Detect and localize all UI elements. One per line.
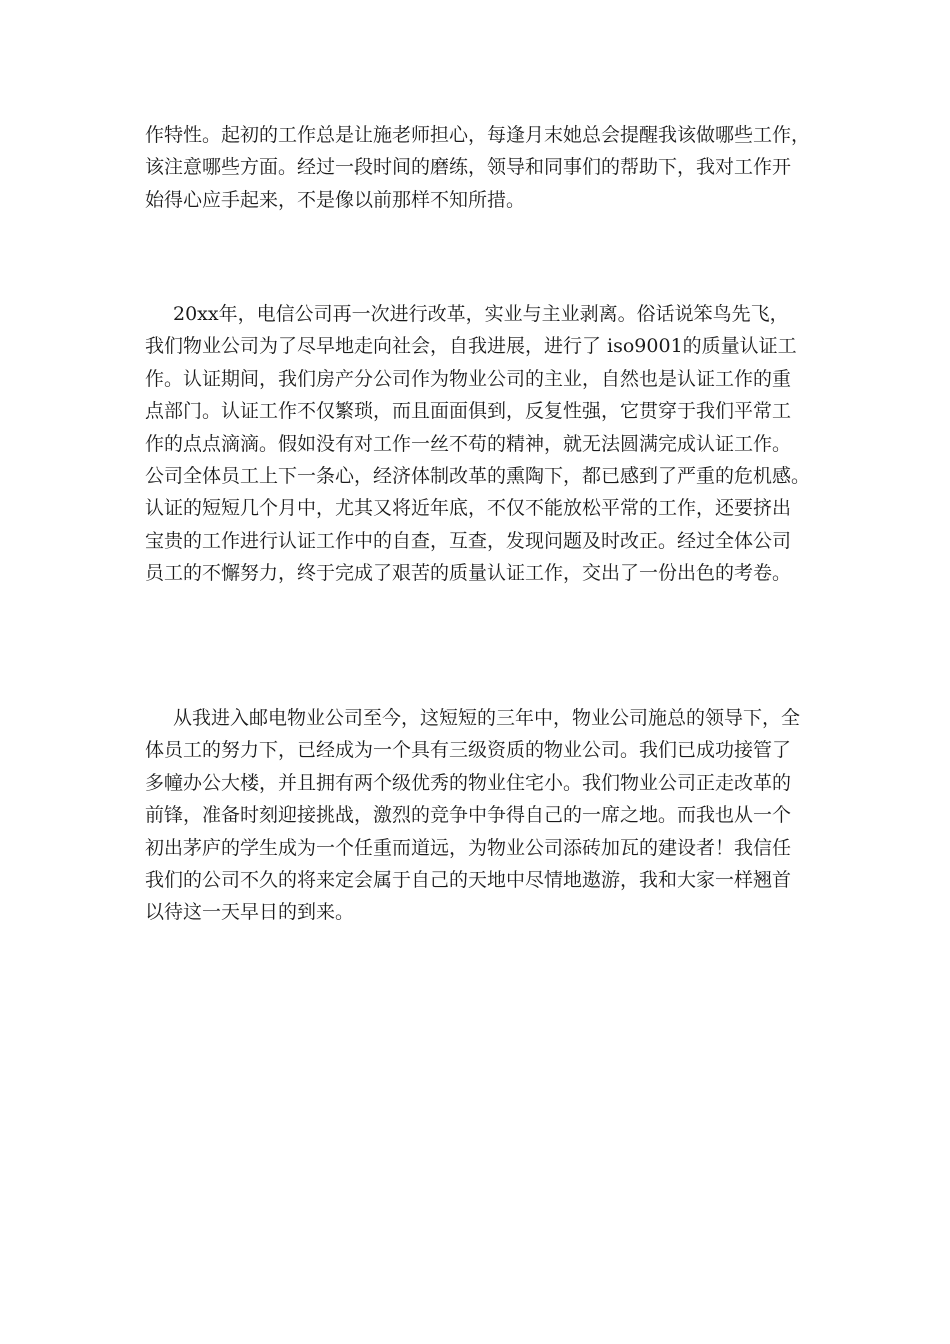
- paragraph-3: [145, 702, 825, 929]
- paragraph-line: 前锋，准备时刻迎接挑战，激烈的竞争中争得自己的一席之地。而我也从一个: [145, 804, 792, 827]
- paragraph-line: 认证的短短几个月中，尤其又将近年底，不仅不能放松平常的工作，还要挤出: [145, 497, 792, 520]
- paragraph-line: 初出茅庐的学生成为一个任重而道远，为物业公司添砖加瓦的建设者！我信任: [145, 836, 792, 859]
- paragraph-line: 我们物业公司为了尽早地走向社会，自我进展，进行了 iso9001的质量认证工: [145, 335, 797, 358]
- paragraph-line: 员工的不懈努力，终于完成了艰苦的质量认证工作，交出了一份出色的考卷。: [145, 562, 792, 585]
- paragraph-line: 20xx年，电信公司再一次进行改革，实业与主业剥离。俗话说笨鸟先飞，: [173, 303, 789, 325]
- paragraph-line: 作特性。起初的工作总是让施老师担心，每逢月末她总会提醒我该做哪些工作，: [145, 124, 811, 146]
- paragraph-line: 以待这一天早日的到来。: [145, 901, 355, 924]
- paragraph-line: 点部门。认证工作不仅繁琐，而且面面俱到，反复性强，它贯穿于我们平常工: [145, 400, 792, 423]
- paragraph-line: 宝贵的工作进行认证工作中的自查，互查，发现问题及时改正。经过全体公司: [145, 529, 792, 552]
- paragraph-line: 作。认证期间，我们房产分公司作为物业公司的主业，自然也是认证工作的重: [145, 367, 792, 390]
- paragraph-line: 公司全体员工上下一条心，经济体制改革的熏陶下，都已感到了严重的危机感。: [145, 464, 811, 487]
- paragraph-line: 体员工的努力下，已经成为一个具有三级资质的物业公司。我们已成功接管了: [145, 739, 792, 762]
- paragraph-line: 多幢办公大楼，并且拥有两个级优秀的物业住宅小。我们物业公司正走改革的: [145, 771, 792, 794]
- paragraph-1: [145, 119, 825, 216]
- paragraph-line: 我们的公司不久的将来定会属于自己的天地中尽情地遨游，我和大家一样翘首: [145, 868, 792, 891]
- paragraph-line: 始得心应手起来，不是像以前那样不知所措。: [145, 188, 526, 211]
- paragraph-2: [145, 298, 825, 590]
- paragraph-line: 作的点点滴滴。假如没有对工作一丝不苟的精神，就无法圆满完成认证工作。: [145, 432, 792, 455]
- paragraph-line: 从我进入邮电物业公司至今，这短短的三年中，物业公司施总的领导下，全: [173, 707, 801, 729]
- paragraph-line: 该注意哪些方面。经过一段时间的磨练，领导和同事们的帮助下，我对工作开: [145, 156, 792, 179]
